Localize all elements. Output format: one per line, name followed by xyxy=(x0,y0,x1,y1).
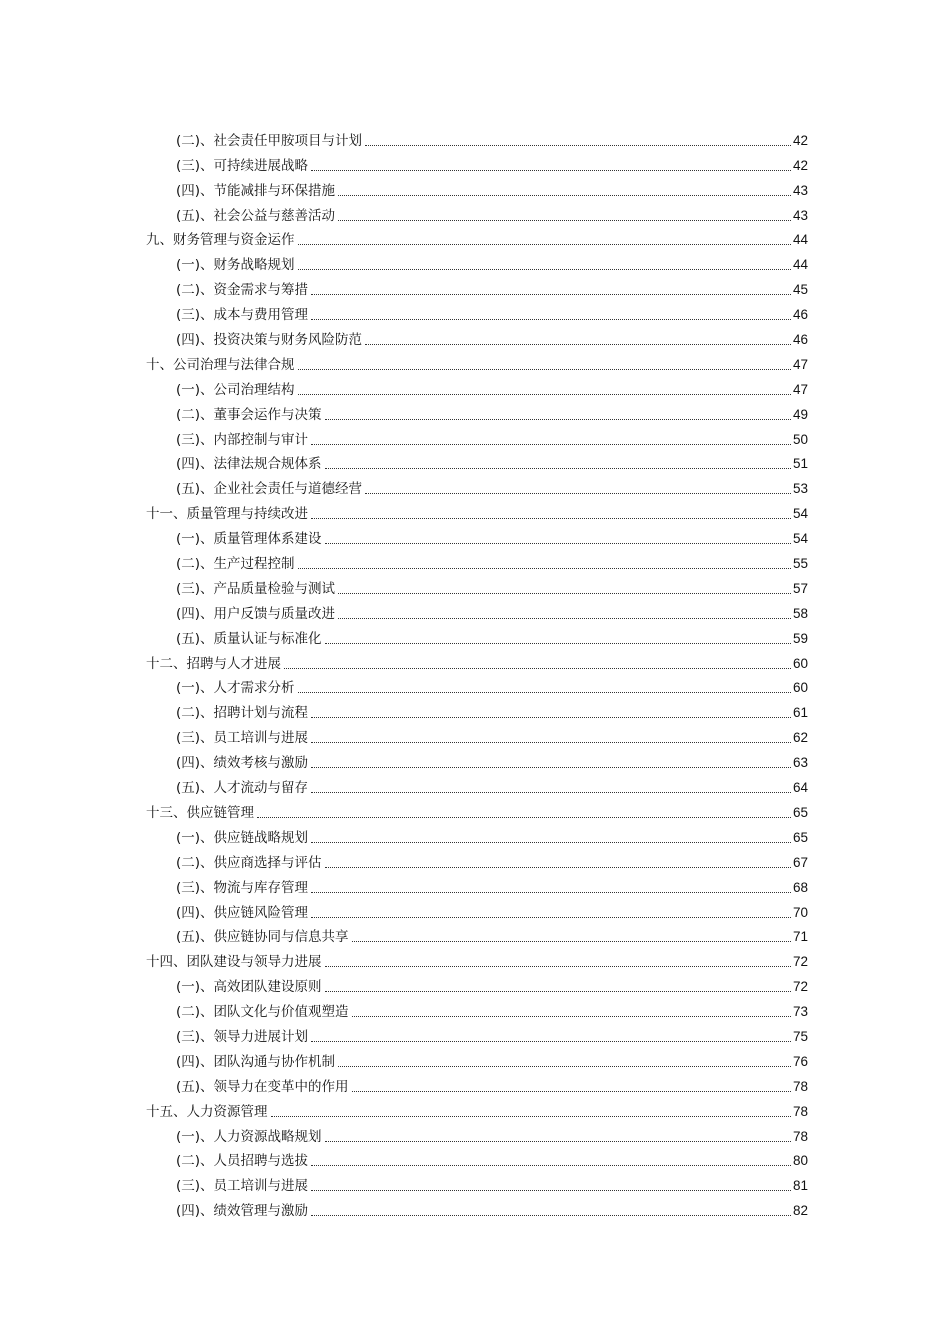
toc-dot-leader xyxy=(325,866,791,868)
toc-dot-leader xyxy=(311,766,791,768)
toc-entry-title: (二)、团队文化与价值观塑造 xyxy=(176,1004,349,1021)
toc-page-number: 71 xyxy=(792,929,808,945)
toc-section-entry[interactable] xyxy=(146,598,808,623)
toc-page-number: 73 xyxy=(792,1004,808,1020)
toc-page-number: 63 xyxy=(792,755,808,771)
toc-section-entry[interactable] xyxy=(146,274,808,299)
toc-entry-title: 十五、人力资源管理 xyxy=(146,1103,268,1120)
toc-section-entry[interactable] xyxy=(146,847,808,872)
toc-entry-title: (一)、财务战略规划 xyxy=(176,257,295,274)
toc-section-entry[interactable] xyxy=(146,623,808,648)
toc-entry-title: (一)、公司治理结构 xyxy=(176,381,295,398)
toc-section-entry[interactable] xyxy=(146,697,808,722)
toc-section-entry[interactable] xyxy=(146,1071,808,1096)
toc-entry-title: (三)、产品质量检验与测试 xyxy=(176,580,336,597)
toc-section-entry[interactable] xyxy=(146,1046,808,1071)
toc-page-number: 57 xyxy=(792,580,808,596)
toc-dot-leader xyxy=(311,293,791,295)
toc-entry-title: (二)、董事会运作与决策 xyxy=(176,406,322,423)
toc-page-number: 60 xyxy=(792,680,808,696)
toc-section-entry[interactable] xyxy=(146,424,808,449)
toc-section-entry[interactable] xyxy=(146,1146,808,1171)
toc-page-number: 60 xyxy=(792,655,808,671)
toc-page-number: 46 xyxy=(792,307,808,323)
toc-page-number: 82 xyxy=(792,1203,808,1219)
toc-dot-leader xyxy=(365,343,791,345)
toc-section-entry[interactable] xyxy=(146,299,808,324)
toc-entry-title: (二)、生产过程控制 xyxy=(176,556,295,573)
toc-entry-title: (四)、投资决策与财务风险防范 xyxy=(176,332,363,349)
toc-entry-title: 十四、团队建设与领导力进展 xyxy=(146,954,322,971)
toc-section-entry[interactable] xyxy=(146,573,808,598)
toc-page-number: 61 xyxy=(792,705,808,721)
toc-page-number: 78 xyxy=(792,1128,808,1144)
toc-page-number: 55 xyxy=(792,556,808,572)
toc-entry-title: (三)、员工培训与进展 xyxy=(176,1178,309,1195)
toc-section-entry[interactable] xyxy=(146,996,808,1021)
toc-dot-leader xyxy=(311,443,791,445)
toc-entry-title: (三)、物流与库存管理 xyxy=(176,879,309,896)
toc-page-number: 43 xyxy=(792,182,808,198)
toc-dot-leader xyxy=(311,517,791,519)
table-of-contents xyxy=(146,125,808,1220)
toc-section-entry[interactable] xyxy=(146,399,808,424)
toc-dot-leader xyxy=(311,916,791,918)
toc-section-entry[interactable] xyxy=(146,374,808,399)
toc-dot-leader xyxy=(311,791,791,793)
toc-section-entry[interactable] xyxy=(146,897,808,922)
toc-page-number: 72 xyxy=(792,954,808,970)
toc-section-entry[interactable] xyxy=(146,548,808,573)
toc-entry-title: (一)、高效团队建设原则 xyxy=(176,979,322,996)
toc-page-number: 65 xyxy=(792,829,808,845)
toc-dot-leader xyxy=(298,567,791,569)
toc-page-number: 59 xyxy=(792,630,808,646)
toc-dot-leader xyxy=(338,617,791,619)
toc-section-entry[interactable] xyxy=(146,747,808,772)
toc-section-entry[interactable] xyxy=(146,249,808,274)
toc-dot-leader xyxy=(325,467,791,469)
toc-section-entry[interactable] xyxy=(146,1170,808,1195)
toc-page-number: 70 xyxy=(792,904,808,920)
toc-entry-title: (二)、社会责任甲胺项目与计划 xyxy=(176,132,363,149)
toc-entry-title: (二)、人员招聘与选拔 xyxy=(176,1153,309,1170)
toc-dot-leader xyxy=(325,642,791,644)
toc-dot-leader xyxy=(365,144,791,146)
toc-dot-leader xyxy=(325,542,791,544)
toc-section-entry[interactable] xyxy=(146,922,808,947)
toc-section-entry[interactable] xyxy=(146,200,808,225)
toc-dot-leader xyxy=(311,1189,791,1191)
toc-dot-leader xyxy=(257,816,791,818)
toc-dot-leader xyxy=(338,219,791,221)
toc-chapter-entry[interactable] xyxy=(146,1096,808,1121)
toc-section-entry[interactable] xyxy=(146,1195,808,1220)
toc-entry-title: 十二、招聘与人才进展 xyxy=(146,655,281,672)
toc-entry-title: 十、公司治理与法律合规 xyxy=(146,356,295,373)
toc-chapter-entry[interactable] xyxy=(146,349,808,374)
toc-dot-leader xyxy=(311,169,791,171)
toc-entry-title: (四)、绩效考核与激励 xyxy=(176,755,309,772)
toc-dot-leader xyxy=(311,891,791,893)
toc-page-number: 54 xyxy=(792,506,808,522)
toc-entry-title: (二)、供应商选择与评估 xyxy=(176,854,322,871)
toc-dot-leader xyxy=(311,716,791,718)
toc-entry-title: (四)、团队沟通与协作机制 xyxy=(176,1053,336,1070)
toc-dot-leader xyxy=(352,940,791,942)
toc-entry-title: 十三、供应链管理 xyxy=(146,804,254,821)
toc-dot-leader xyxy=(298,393,791,395)
toc-dot-leader xyxy=(311,741,791,743)
toc-page-number: 49 xyxy=(792,406,808,422)
toc-page-number: 44 xyxy=(792,257,808,273)
toc-chapter-entry[interactable] xyxy=(146,946,808,971)
toc-section-entry[interactable] xyxy=(146,324,808,349)
toc-dot-leader xyxy=(325,1140,791,1142)
toc-page-number: 50 xyxy=(792,431,808,447)
toc-dot-leader xyxy=(338,194,791,196)
toc-entry-title: (四)、用户反馈与质量改进 xyxy=(176,605,336,622)
toc-page-number: 81 xyxy=(792,1178,808,1194)
toc-entry-title: (四)、绩效管理与激励 xyxy=(176,1203,309,1220)
toc-page-number: 72 xyxy=(792,979,808,995)
toc-page-number: 42 xyxy=(792,157,808,173)
toc-entry-title: (四)、供应链风险管理 xyxy=(176,904,309,921)
toc-section-entry[interactable] xyxy=(146,722,808,747)
toc-section-entry[interactable] xyxy=(146,175,808,200)
toc-page-number: 46 xyxy=(792,332,808,348)
toc-page-number: 51 xyxy=(792,456,808,472)
toc-page-number: 65 xyxy=(792,804,808,820)
toc-entry-title: (三)、成本与费用管理 xyxy=(176,307,309,324)
toc-page-number: 76 xyxy=(792,1053,808,1069)
toc-page-number: 80 xyxy=(792,1153,808,1169)
toc-dot-leader xyxy=(311,1164,791,1166)
toc-chapter-entry[interactable] xyxy=(146,225,808,250)
toc-page-number: 45 xyxy=(792,282,808,298)
toc-dot-leader xyxy=(325,418,791,420)
toc-page-number: 67 xyxy=(792,854,808,870)
toc-entry-title: (一)、人才需求分析 xyxy=(176,680,295,697)
toc-dot-leader xyxy=(325,965,791,967)
toc-section-entry[interactable] xyxy=(146,673,808,698)
toc-dot-leader xyxy=(311,841,791,843)
toc-dot-leader xyxy=(338,592,791,594)
toc-section-entry[interactable] xyxy=(146,872,808,897)
toc-dot-leader xyxy=(325,990,791,992)
toc-section-entry[interactable] xyxy=(146,822,808,847)
toc-chapter-entry[interactable] xyxy=(146,797,808,822)
toc-dot-leader xyxy=(311,318,791,320)
toc-page-number: 64 xyxy=(792,780,808,796)
toc-chapter-entry[interactable] xyxy=(146,648,808,673)
toc-entry-title: (五)、企业社会责任与道德经营 xyxy=(176,481,363,498)
toc-entry-title: (二)、招聘计划与流程 xyxy=(176,705,309,722)
toc-entry-title: (四)、节能减排与环保措施 xyxy=(176,182,336,199)
toc-entry-title: (五)、质量认证与标准化 xyxy=(176,630,322,647)
toc-entry-title: (一)、质量管理体系建设 xyxy=(176,531,322,548)
toc-dot-leader xyxy=(298,243,791,245)
toc-dot-leader xyxy=(298,268,791,270)
toc-entry-title: (四)、法律法规合规体系 xyxy=(176,456,322,473)
toc-page-number: 53 xyxy=(792,481,808,497)
toc-page-number: 44 xyxy=(792,232,808,248)
toc-entry-title: (五)、社会公益与慈善活动 xyxy=(176,207,336,224)
toc-dot-leader xyxy=(352,1015,791,1017)
toc-entry-title: (三)、内部控制与审计 xyxy=(176,431,309,448)
toc-section-entry[interactable] xyxy=(146,473,808,498)
toc-dot-leader xyxy=(311,1040,791,1042)
toc-chapter-entry[interactable] xyxy=(146,498,808,523)
toc-entry-title: (三)、可持续进展战略 xyxy=(176,157,309,174)
toc-page-number: 62 xyxy=(792,730,808,746)
toc-page-number: 75 xyxy=(792,1028,808,1044)
toc-dot-leader xyxy=(298,691,791,693)
toc-dot-leader xyxy=(271,1115,791,1117)
toc-dot-leader xyxy=(352,1090,791,1092)
toc-entry-title: (二)、资金需求与筹措 xyxy=(176,282,309,299)
toc-page-number: 68 xyxy=(792,879,808,895)
toc-page-number: 54 xyxy=(792,531,808,547)
toc-entry-title: 十一、质量管理与持续改进 xyxy=(146,506,308,523)
toc-dot-leader xyxy=(298,368,791,370)
toc-entry-title: (五)、人才流动与留存 xyxy=(176,780,309,797)
toc-entry-title: (五)、领导力在变革中的作用 xyxy=(176,1078,349,1095)
toc-entry-title: (三)、领导力进展计划 xyxy=(176,1028,309,1045)
toc-section-entry[interactable] xyxy=(146,1021,808,1046)
toc-section-entry[interactable] xyxy=(146,523,808,548)
toc-entry-title: (五)、供应链协同与信息共享 xyxy=(176,929,349,946)
toc-dot-leader xyxy=(284,667,791,669)
toc-dot-leader xyxy=(365,492,791,494)
toc-page-number: 47 xyxy=(792,356,808,372)
toc-section-entry[interactable] xyxy=(146,449,808,474)
toc-page-number: 78 xyxy=(792,1103,808,1119)
toc-page-number: 43 xyxy=(792,207,808,223)
toc-entry-title: (三)、员工培训与进展 xyxy=(176,730,309,747)
toc-dot-leader xyxy=(311,1214,791,1216)
toc-entry-title: (一)、人力资源战略规划 xyxy=(176,1128,322,1145)
toc-entry-title: 九、财务管理与资金运作 xyxy=(146,232,295,249)
toc-page-number: 42 xyxy=(792,132,808,148)
toc-section-entry[interactable] xyxy=(146,1121,808,1146)
toc-dot-leader xyxy=(338,1065,791,1067)
toc-page-number: 47 xyxy=(792,381,808,397)
toc-page-number: 58 xyxy=(792,605,808,621)
toc-section-entry[interactable] xyxy=(146,150,808,175)
toc-entry-title: (一)、供应链战略规划 xyxy=(176,829,309,846)
toc-section-entry[interactable] xyxy=(146,125,808,150)
toc-page-number: 78 xyxy=(792,1078,808,1094)
toc-section-entry[interactable] xyxy=(146,772,808,797)
toc-section-entry[interactable] xyxy=(146,971,808,996)
